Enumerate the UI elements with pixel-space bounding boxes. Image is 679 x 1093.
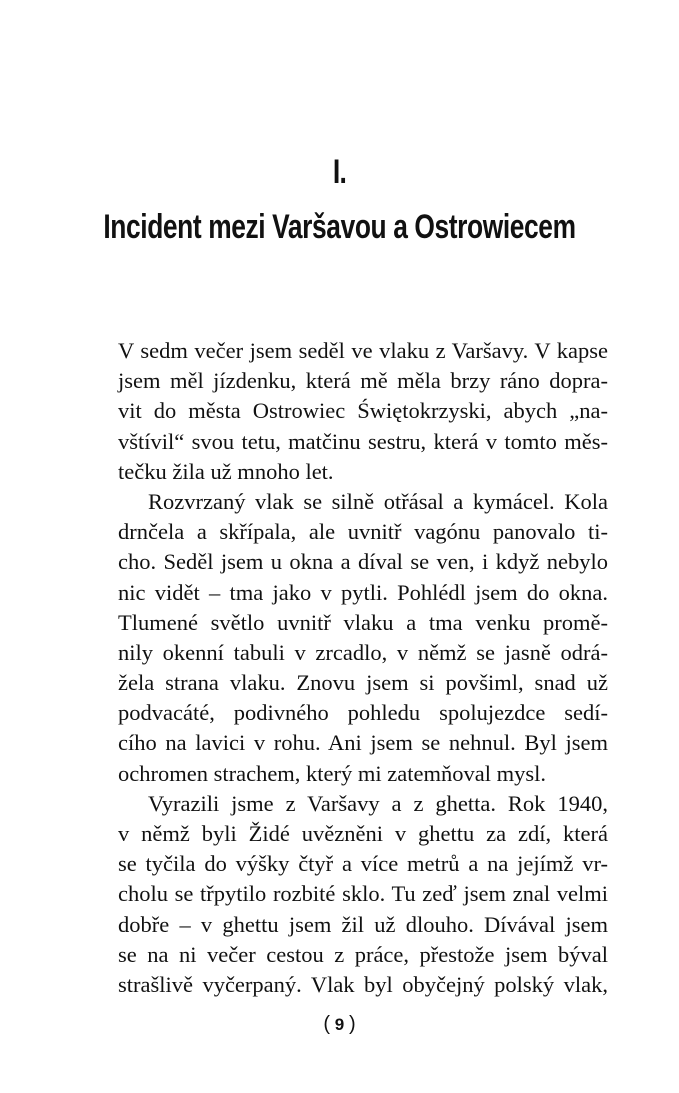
chapter-number: I. xyxy=(332,153,347,191)
text-line: cho. Seděl jsem u okna a díval se ven, i když nebylo xyxy=(118,549,608,575)
text-line: cholu se třpytilo rozbité sklo. Tu zeď jsem znal velmi xyxy=(118,881,608,907)
chapter-title: Incident mezi Varšavou a Ostrowiecem xyxy=(103,208,576,246)
text-line: v němž byli Židé uvězněni v ghettu za zdí, která xyxy=(118,821,608,846)
body-text xyxy=(118,336,608,1000)
text-line: drnčela a skřípala, ale uvnitř vagónu panovalo ti- xyxy=(118,519,608,545)
folio-open-paren: ( xyxy=(323,1013,331,1035)
text-line: Vyrazili jsme z Varšavy a z ghetta. Rok 1940, xyxy=(148,790,608,816)
text-line: podvacáté, podivného pohledu spolujezdce sedí- xyxy=(118,700,608,726)
text-line: vštívil“ svou tetu, matčinu sestru, která v tomto měs- xyxy=(118,428,608,454)
text-line: žela strana vlaku. Znovu jsem si povšiml, snad už xyxy=(118,670,608,696)
text-line: nily okenní tabuli v zrcadlo, v němž se jasně odrá- xyxy=(118,639,608,665)
text-line: se na ni večer cestou z práce, přestože jsem býval xyxy=(118,941,608,967)
text-line: Rozvrzaný vlak se silně otřásal a kymácel. Kola xyxy=(148,488,608,514)
page-number: 9 xyxy=(334,1015,345,1034)
text-line: strašlivě vyčerpaný. Vlak byl obyčejný polský vlak, xyxy=(118,971,608,997)
text-line: Tlumené světlo uvnitř vlaku a tma venku promě- xyxy=(118,609,608,635)
text-line: tečku žila už mnoho let. xyxy=(118,458,334,484)
text-line: jsem měl jízdenku, která mě měla brzy ráno dopra- xyxy=(118,368,608,394)
text-line: nic vidět – tma jako v pytli. Pohlédl jsem do okna. xyxy=(118,579,608,605)
text-line: cího na lavici v rohu. Ani jsem se nehnul. Byl jsem xyxy=(118,730,608,756)
page-number-folio xyxy=(0,1012,679,1037)
text-line: se tyčila do výšky čtyř a více metrů a na jejímž vr- xyxy=(118,851,608,877)
text-line: ochromen strachem, který mi zatemňoval mysl. xyxy=(118,760,546,786)
text-line: dobře – v ghettu jsem žil už dlouho. Dívával jsem xyxy=(118,911,608,937)
text-line: vit do města Ostrowiec Świętokrzyski, abych „na- xyxy=(118,398,608,424)
folio-close-paren: ) xyxy=(348,1013,356,1035)
text-line: V sedm večer jsem seděl ve vlaku z Varšavy. V kapse xyxy=(118,338,608,363)
